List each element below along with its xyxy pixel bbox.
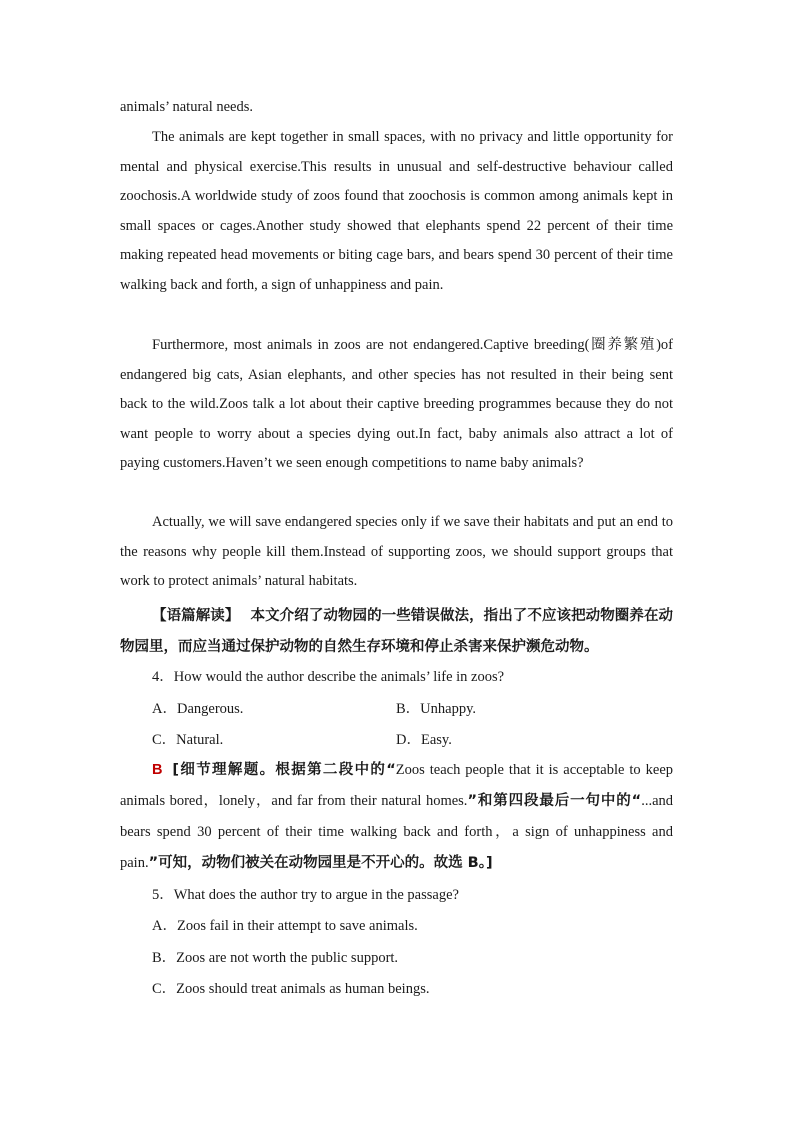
passage-paragraph-3: Furthermore, most animals in zoos are not endangered.Captive breeding(圈养繁殖)of endangered big cats, Asian elephants, and other species has not resulted in their being sent back to the wild.Zoos talk a lot about their captive breeding programmes because they do not want people to worry about a species dying out.In fact, baby animals also attract a lot of paying customers.Haven’t we seen enough competitions to name baby animals?: [120, 337, 673, 471]
question-4-option-b: B．Unhappy.: [396, 701, 477, 717]
question-4-option-a: A．Dangerous.: [152, 701, 244, 717]
question-4-option-d: D．Easy.: [396, 732, 452, 748]
question-5-option-a: A．Zoos fail in their attempt to save animals.: [152, 918, 418, 934]
explanation-middle: ”和第四段最后一句中的“: [467, 793, 642, 809]
question-4-option-c: C．Natural.: [152, 732, 224, 748]
discourse-analysis-title: 【语篇解读】: [152, 608, 240, 624]
question-5-stem: 5．What does the author try to argue in the passage?: [152, 887, 459, 903]
passage-paragraph-4: Actually, we will save endangered species only if we save their habitats and put an end to the reasons why people kill them.Instead of supporting zoos, we should support groups that work to protect animals’ natural habitats.: [120, 514, 673, 589]
passage-paragraph-2: The animals are kept together in small spaces, with no privacy and little opportunity for mental and physical exercise.This results in unusual and self-destructive behaviour called zoochosis.A worldwide study of zoos found that zoochosis is common among animals kept in small spaces or cages.Another study showed that elephants spend 22 percent of their time making repeated head movements or biting cage bars, and bears spend 30 percent of their time walking back and forth, a sign of unhappiness and pain.: [120, 129, 673, 293]
explanation-quote-2: ...and bears spend 30 percent of their time walking back and forth，a sign of unhappiness and pain.: [120, 793, 673, 871]
question-4-explanation: [120, 755, 673, 879]
question-5-option-c: C．Zoos should treat animals as human beings.: [152, 981, 430, 997]
explanation-quote-1: Zoos teach people that it is acceptable to keep animals bored，lonely，and far from their natural homes.: [120, 762, 674, 809]
explanation-conclusion: ”可知，动物们被关在动物园里是不开心的。故选 B。]: [148, 855, 493, 871]
explanation-lead: [细节理解题。根据第二段中的“: [172, 762, 396, 778]
question-4-answer: B: [152, 762, 163, 778]
discourse-analysis: [120, 601, 673, 663]
question-4-stem: 4．How would the author describe the animals’ life in zoos?: [152, 669, 505, 685]
discourse-analysis-body: 本文介绍了动物园的一些错误做法，指出了不应该把动物圈养在动物园里，而应当通过保护动物的自然生存环境和停止杀害来保护濒危动物。: [120, 608, 674, 655]
passage-line-continuation: animals’ natural needs.: [120, 99, 253, 115]
question-5-option-b: B．Zoos are not worth the public support.: [152, 950, 399, 966]
